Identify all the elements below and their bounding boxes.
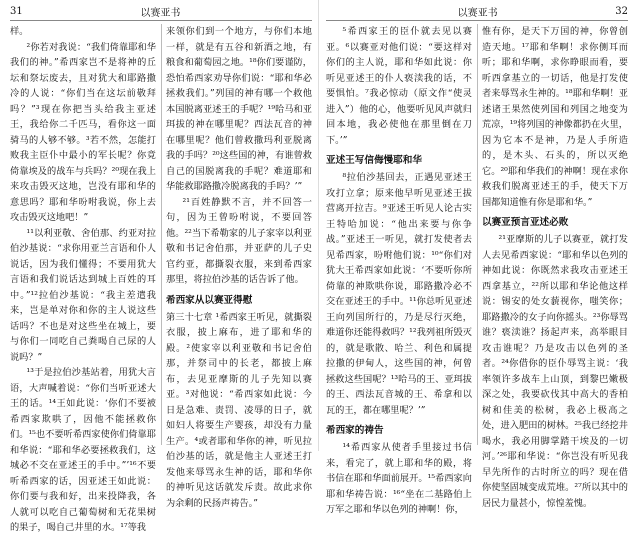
verse-paragraph: ⁸拉伯沙基回去，正遇见亚述王攻打立拿；原来他早听见亚述王拔营离开拉吉。⁹亚述王听见人论古实王特哈加说：“他出来要与你争战。”亚述王一听见，就打发使者去见希西家，吩咐他们说：¹⁰“你们对犹大王希西家如此说：‘不要听你所倚靠的神欺哄你说，耶路撒冷必不交在亚述王的手中。¹¹你总听见亚述王向列国所行的，乃是尽行灭绝，难道你还能得救吗？¹²我列祖所毁灭的，就是歌散、哈兰、利色和属提拉撒的伊甸人，这些国的神，何曾拯救这些国呢？¹³哈马的王、亚珥拔的王、西法瓦音城的王、希拿和以瓦的王，都在哪里呢？’” (326, 172, 472, 416)
verse-paragraph: ¹³于是拉伯沙基站着，用犹大言语，大声喊着说：“你们当听亚述大王的话。¹⁴王如此说：‘你们不要被希西家欺哄了，因他不能拯救你们。¹⁵也不要听希西家使你们倚靠耶和华说：“耶和华必要拯救我们，这城必不交在亚述王的手中。”’¹⁶不要听希西家的话，因亚述王如此说：你们要与我和好，出来投降我，各人就可以吃自己葡萄树和无花果树的果子，喝自己井里的水。¹⁷等我 (10, 367, 156, 533)
text-column-4 (482, 24, 628, 509)
text-column-3 (326, 24, 472, 515)
verse-paragraph: ¹⁴希西家从使者手里接过书信来，看完了，就上耶和华的殿，将书信在耶和华面前展开。¹⁵希西家向耶和华祷告说：¹⁶“坐在二基路伯上万军之耶和华以色列的神啊！你， (326, 442, 472, 515)
verse-paragraph: 样。 (10, 26, 29, 37)
verse-paragraph: 第三十七章 ¹希西家王听见，就撕裂衣服，披上麻布，进了耶和华的殿。²使家宰以利亚敬和书记舍伯那，并祭司中的长老，都披上麻布，去见亚摩斯的儿子先知以赛亚。³对他说：“希西家如此说：今日是急难、责罚、凌辱的日子，就如妇人将要生产婴孩，却没有力量生产。⁴或者耶和华你的神，听见拉伯沙基的话，就是他主人亚述王打发他来辱骂永生神的话，耶和华你的神听见这话就发斥责。故此求你为余剩的民扬声祷告。” (166, 311, 312, 509)
verse-paragraph: ²¹亚摩斯的儿子以赛亚，就打发人去见希西家说：“耶和华以色列的神如此说：你既然求我攻击亚述王西拿基立，²²所以耶和华论他这样说：锡安的处女藐视你，嗤笑你；耶路撒冷的女子向你摇头。²³你辱骂谁？亵渎谁？扬起声来，高举眼目攻击谁呢？乃是攻击以色列的圣者。²⁴你借你的臣仆辱骂主说：‘我率领许多战车上山顶，到黎巴嫩极深之处，我要砍伐其中高大的香柏树和佳美的松树，我必上极高之处，进入肥田的树林。²⁵我已经挖井喝水，我必用脚掌踏干埃及的一切河。’²⁶耶和华说：“你岂没有听见我早先所作的古时所立的吗？现在借你使坚固城变成荒堆。²⁷所以其中的居民力量甚小，惊惶羞愧。 (482, 234, 628, 509)
section-heading: 以赛亚预言亚述必败 (482, 217, 569, 228)
left-running-title: 以赛亚书 (140, 7, 181, 19)
column-rule-right (477, 24, 478, 445)
left-page-number: 31 (10, 5, 23, 17)
book-gutter (318, 0, 319, 451)
verse-paragraph: 来领你们到一个地方，与你们本地一样，就是有五谷和新酒之地，有粮食和葡萄园之地。¹⁸你们要谨防，恐怕希西家劝导你们说：“耶和华必拯救我们。”列国的神有哪一个救他本国脱离亚述王的手呢？¹⁹哈马和亚珥拔的神在哪里呢？西法瓦音的神在哪里呢？他们曾救撒玛利亚脱离我的手吗？²⁰这些国的神，有谁曾救自己的国脱离我的手呢？难道耶和华能救耶路撒冷脱离我的手吗？’” (166, 26, 312, 192)
column-rule-left (161, 24, 162, 445)
section-heading: 亚述王写信侮慢耶和华 (326, 155, 422, 166)
section-heading: 希西家的祷告 (326, 425, 384, 436)
text-column-2 (166, 24, 312, 509)
section-heading: 希西家从以赛亚得慰 (166, 294, 253, 306)
verse-paragraph: ¹¹以利亚敬、舍伯那、约亚对拉伯沙基说：“求你用亚兰言语和仆人说话，因为我们懂得；不要用犹大言语和我们说话达到城上百姓的耳中。”¹²拉伯沙基说：“我主差遣我来，岂是单对你和你的主人说这些话吗？不也是对这些坐在城上，要与你们一同吃自己粪喝自己尿的人说吗？” (10, 227, 156, 363)
verse-paragraph: ²你若对我说：“我们倚靠耶和华我们的神。”希西家岂不是将神的丘坛和祭坛废去，且对犹大和耶路撒冷的人说：“你们当在这坛前敬拜吗？”³现在你把当头给我主亚述王，我给你二千匹马，看你这一面骑马的人够不够。³若不然，怎能打败我主臣仆中最小的军长呢？你竟倚靠埃及的战车与兵吗？²⁰现在我上来攻击毁灭这地，岂没有耶和华的意思吗？耶和华吩咐我说，你上去攻击毁灭这地吧！” (10, 41, 156, 223)
right-running-title: 以赛亚书 (457, 7, 498, 19)
left-page-header (10, 2, 312, 21)
right-page-number: 32 (615, 5, 628, 17)
verse-paragraph: ²¹百姓静默不言，并不回答一句，因为王曾吩咐说，不要回答他。²²当下希勒家的儿子家宰以利亚敬和书记舍伯那，并亚萨的儿子史官约亚，都撕裂衣服，来到希西家那里，将拉伯沙基的话告诉了他。 (166, 196, 312, 285)
verse-paragraph: 惟有你，是天下万国的神，你曾创造天地。¹⁷耶和华啊！求你侧耳而听；耶和华啊，求你睁眼而看，要听西拿基立的一切话，他是打发使者来辱骂永生神的。¹⁸耶和华啊！亚述诸王果然使列国和列国之地变为荒凉，¹⁹将列国的神像都扔在火里，因为它本不是神，乃是人手所造的，是木头、石头的，所以灭绝它。²⁰耶和华我们的神啊！现在求你救我们脱离亚述王的手，使天下万国都知道惟有你是耶和华。” (482, 26, 628, 208)
verse-paragraph: ⁵希西家王的臣仆就去见以赛亚。⁶以赛亚对他们说：“要这样对你们的主人说，耶和华如此说：你听见亚述王的仆人亵渎我的话，不要惧怕。⁷我必惊动（原文作“使灵进入”）他的心，他要听见风声就归回本地，我必使他在那里倒在刀下。’” (326, 26, 472, 146)
right-page-header (326, 2, 628, 21)
text-column-1 (10, 24, 156, 533)
